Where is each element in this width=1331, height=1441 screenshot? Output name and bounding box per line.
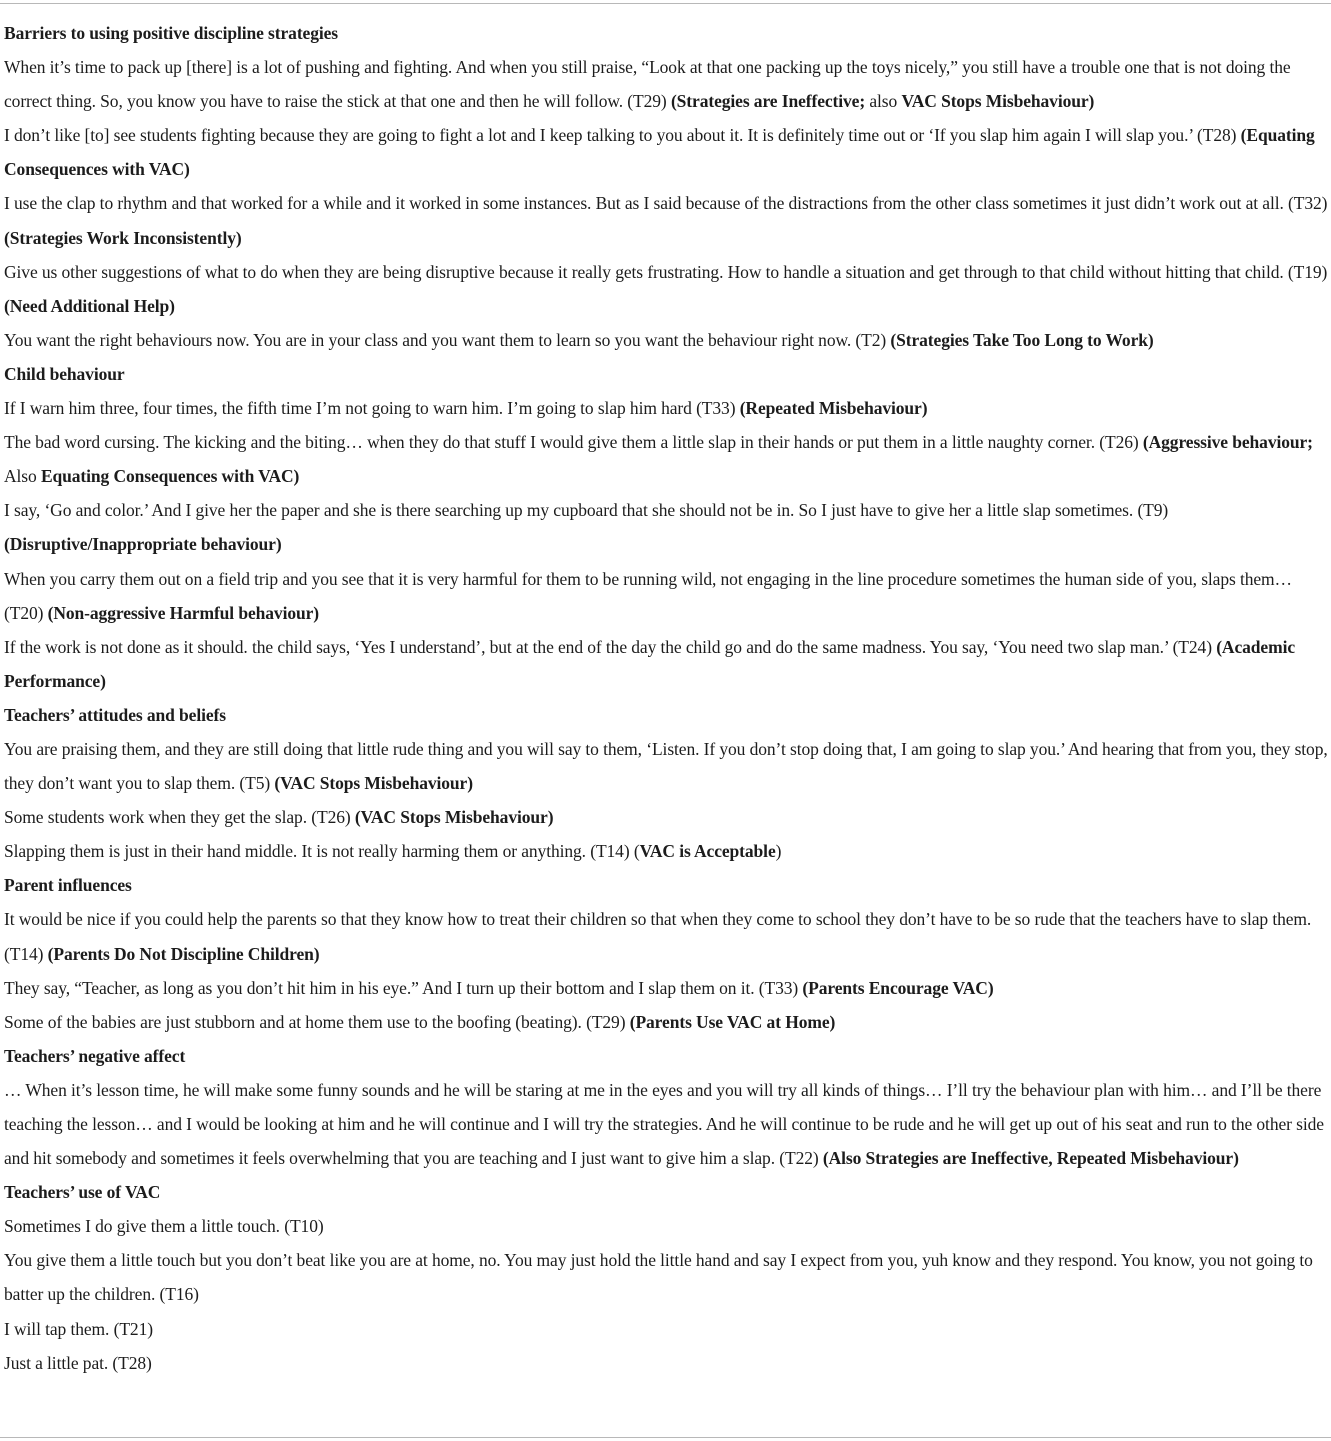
theme-code: (Need Additional Help)	[4, 295, 175, 316]
closing-text: )	[775, 841, 782, 862]
table-body	[4, 16, 1331, 1380]
theme-code: (VAC Stops Misbehaviour)	[354, 807, 554, 828]
quote-row	[4, 1243, 1331, 1311]
quote-text: They say, “Teacher, as long as you don’t hit him in his eye.” And I turn up their bottom and I slap them on it. (T33)	[4, 977, 803, 998]
theme-code: (VAC Stops Misbehaviour)	[274, 773, 473, 794]
theme-code: (Also Strategies are Ineffective, Repeated Misbehaviour)	[822, 1148, 1239, 1169]
quote-row	[4, 1209, 1331, 1243]
quote-row	[4, 562, 1331, 630]
section-heading: Teachers’ attitudes and beliefs	[4, 704, 226, 725]
theme-code: (Parents Encourage VAC)	[802, 977, 994, 998]
theme-code: (Strategies Work Inconsistently)	[4, 227, 242, 248]
section-heading: Parent influences	[4, 875, 132, 896]
quote-text: When you carry them out on a field trip and you see that it is very harmful for them to be running wild, not engaging in the line procedure sometimes the human side of you, slaps them… (T20)	[4, 568, 1292, 623]
connector-text: also	[865, 91, 902, 112]
section-heading: Teachers’ use of VAC	[4, 1182, 161, 1203]
quote-text: The bad word cursing. The kicking and the biting… when they do that stuff I would give them a little slap in their hands or put them in a little naughty corner. (T26)	[4, 432, 1143, 453]
quote-text: Give us other suggestions of what to do when they are being disruptive because it really gets frustrating. How to handle a situation and get through to that child without hitting that child. (T19)	[4, 261, 1328, 282]
theme-code: (Aggressive behaviour;	[1142, 432, 1313, 453]
quote-text: If I warn him three, four times, the fifth time I’m not going to warn him. I’m going to slap him hard (T33)	[4, 398, 740, 419]
quote-text: You want the right behaviours now. You are in your class and you want them to learn so you want the behaviour right now. (T2)	[4, 329, 891, 350]
quote-text: Slapping them is just in their hand middle. It is not really harming them or anything. (T14) (	[4, 841, 640, 862]
quote-text: Just a little pat. (T28)	[4, 1352, 152, 1373]
quote-row	[4, 971, 1331, 1005]
quote-text: You give them a little touch but you don’t beat like you are at home, no. You may just hold the little hand and say I expect from you, yuh know and they respond. You know, you not going to batter up the children. (T16)	[4, 1250, 1313, 1305]
quote-row	[4, 391, 1331, 425]
theme-code-secondary: VAC Stops Misbehaviour)	[901, 91, 1095, 112]
quote-row	[4, 323, 1331, 357]
quote-text: You are praising them, and they are still doing that little rude thing and you will say to them, ‘Listen. If you don’t stop doing that, I am going to slap you.’ And hearing that from you, they stop, they don’t want you to slap them. (T5)	[4, 738, 1328, 794]
table-bottom-rule	[0, 1437, 1331, 1438]
quote-row	[4, 1346, 1331, 1380]
quote-row	[4, 493, 1331, 561]
quote-row	[4, 902, 1331, 970]
quote-text: I use the clap to rhythm and that worked for a while and it worked in some instances. But as I said because of the distractions from the other class sometimes it just didn’t work out at all. (T32)	[4, 193, 1328, 214]
quote-row	[4, 800, 1331, 834]
quote-text: If the work is not done as it should. the child says, ‘Yes I understand’, but at the end of the day the child go and do the same madness. You say, ‘You need two slap man.’ (T24)	[4, 636, 1217, 657]
theme-code: (Non-aggressive Harmful behaviour)	[47, 602, 320, 623]
quote-row	[4, 630, 1331, 698]
quote-text: Some students work when they get the slap. (T26)	[4, 807, 355, 828]
connector-text: Also	[4, 466, 41, 487]
quote-text: I will tap them. (T21)	[4, 1318, 153, 1339]
quote-text: … When it’s lesson time, he will make some funny sounds and he will be staring at me in the eyes and you will try all kinds of things… I’ll try the behaviour plan with him… and I’ll be there teaching the lesson… and I would be looking at him and he will continue and I will try the strategies. And he will continue to be rude and he will get up out of his seat and run to the other side and hit somebody and sometimes it feels overwhelming that you are teaching and I just want to give him a slap. (T22)	[4, 1079, 1324, 1169]
quote-text: I don’t like [to] see students fighting because they are going to fight a lot and I keep talking to you about it. It is definitely time out or ‘If you slap him again I will slap you.’ (T28)	[4, 125, 1241, 146]
quote-row	[4, 1005, 1331, 1039]
quote-row	[4, 186, 1331, 254]
theme-code: (Strategies are Ineffective;	[670, 91, 866, 112]
theme-code-secondary: Equating Consequences with VAC)	[40, 466, 300, 487]
section-heading: Child behaviour	[4, 363, 125, 384]
quote-row	[4, 732, 1331, 800]
quote-row	[4, 1073, 1331, 1175]
quote-row	[4, 50, 1331, 118]
quote-row	[4, 1312, 1331, 1346]
theme-code: (Academic Performance)	[4, 636, 1295, 691]
section-heading: Teachers’ negative affect	[4, 1045, 186, 1066]
theme-code: (Disruptive/Inappropriate behaviour)	[4, 534, 282, 555]
theme-code: VAC is Acceptable	[639, 841, 776, 862]
quote-text: When it’s time to pack up [there] is a lot of pushing and fighting. And when you still praise, “Look at that one packing up the toys nicely,” you still have a trouble one that is not doing the correct thing. So, you know you have to raise the stick at that one and then he will follow. (T29)	[4, 57, 1291, 112]
theme-code: (Equating Consequences with VAC)	[4, 125, 1315, 180]
quote-text: It would be nice if you could help the parents so that they know how to treat their children so that when they come to school they don’t have to be so rude that the teachers have to slap them. (T14)	[4, 909, 1312, 964]
theme-code: (Repeated Misbehaviour)	[739, 398, 928, 419]
theme-code: (Parents Do Not Discipline Children)	[47, 943, 320, 964]
table-top-rule	[0, 3, 1331, 4]
quote-text: Some of the babies are just stubborn and at home them use to the boofing (beating). (T29)	[4, 1011, 630, 1032]
quote-text: Sometimes I do give them a little touch. (T10)	[4, 1216, 324, 1237]
quote-row	[4, 118, 1331, 186]
quote-text: I say, ‘Go and color.’ And I give her the paper and she is there searching up my cupboard that she should not be in. So I just have to give her a little slap sometimes. (T9)	[4, 500, 1169, 521]
quote-row	[4, 834, 1331, 868]
theme-code: (Strategies Take Too Long to Work)	[890, 329, 1154, 350]
quote-row	[4, 255, 1331, 323]
section-heading: Barriers to using positive discipline strategies	[4, 23, 338, 43]
quote-row	[4, 425, 1331, 493]
theme-code: (Parents Use VAC at Home)	[629, 1011, 836, 1032]
